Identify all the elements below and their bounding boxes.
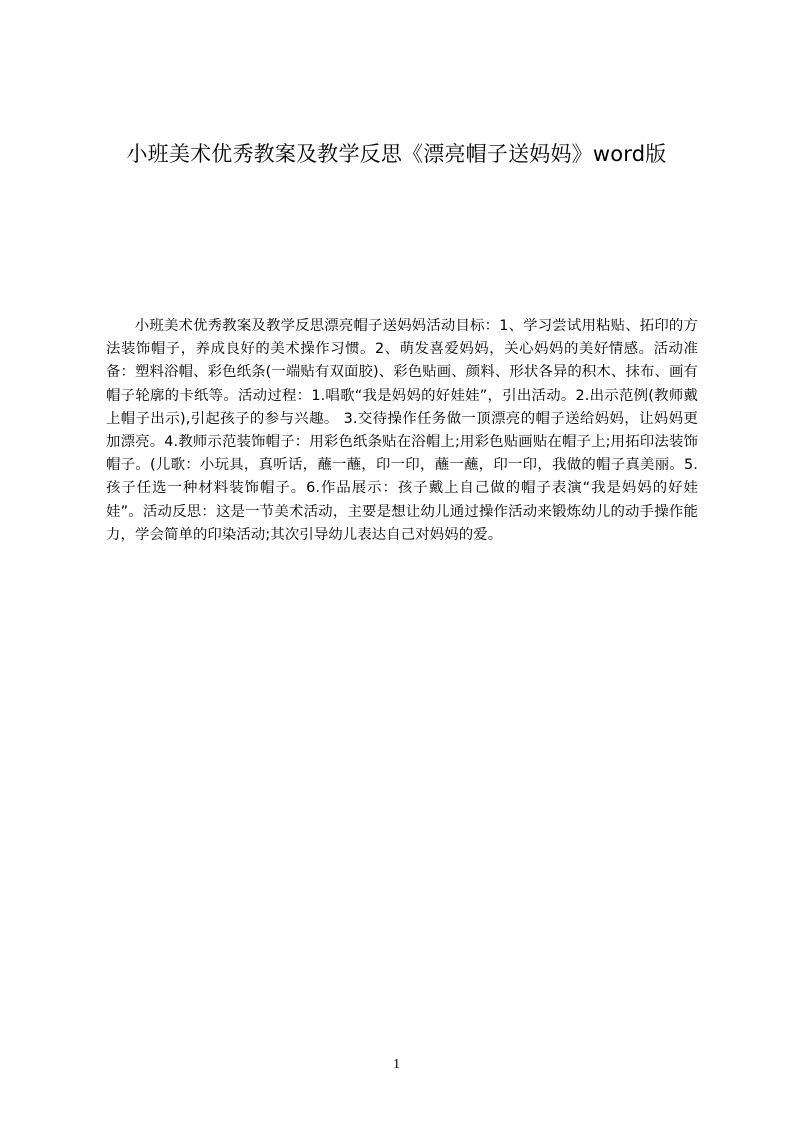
page-number: 1 <box>393 1057 400 1072</box>
document-title: 小班美术优秀教案及教学反思《漂亮帽子送妈妈》word版 <box>126 142 667 166</box>
document-body: 小班美术优秀教案及教学反思漂亮帽子送妈妈活动目标：1、学习尝试用粘贴、拓印的方法装饰帽子，养成良好的美术操作习惯。2、萌发喜爱妈妈，关心妈妈的美好情感。活动准备：塑料浴帽、彩色纸条(一端贴有双面胶)、彩色贴画、颜料、形状各异的积木、抹布、画有帽子轮廓的卡纸等。活动过程：1.唱歌“我是妈妈的好娃娃”，引出活动。2.出示范例(教师戴上帽子出示),引起孩子的参与兴趣。 3.交待操作任务做一顶漂亮的帽子送给妈妈，让妈妈更加漂亮。4.教师示范装饰帽子：用彩色纸条贴在浴帽上;用彩色贴画贴在帽子上;用拓印法装饰帽子。(儿歌：小玩具，真听话，蘸一蘸，印一印，蘸一蘸，印一印，我做的帽子真美丽。5.孩子任选一种材料装饰帽子。6.作品展示：孩子戴上自己做的帽子表演“我是妈妈的好娃娃”。活动反思：这是一节美术活动，主要是想让幼儿通过操作活动来锻炼幼儿的动手操作能力，学会简单的印染活动;其次引导幼儿表达自己对妈妈的爱。 <box>106 318 698 543</box>
